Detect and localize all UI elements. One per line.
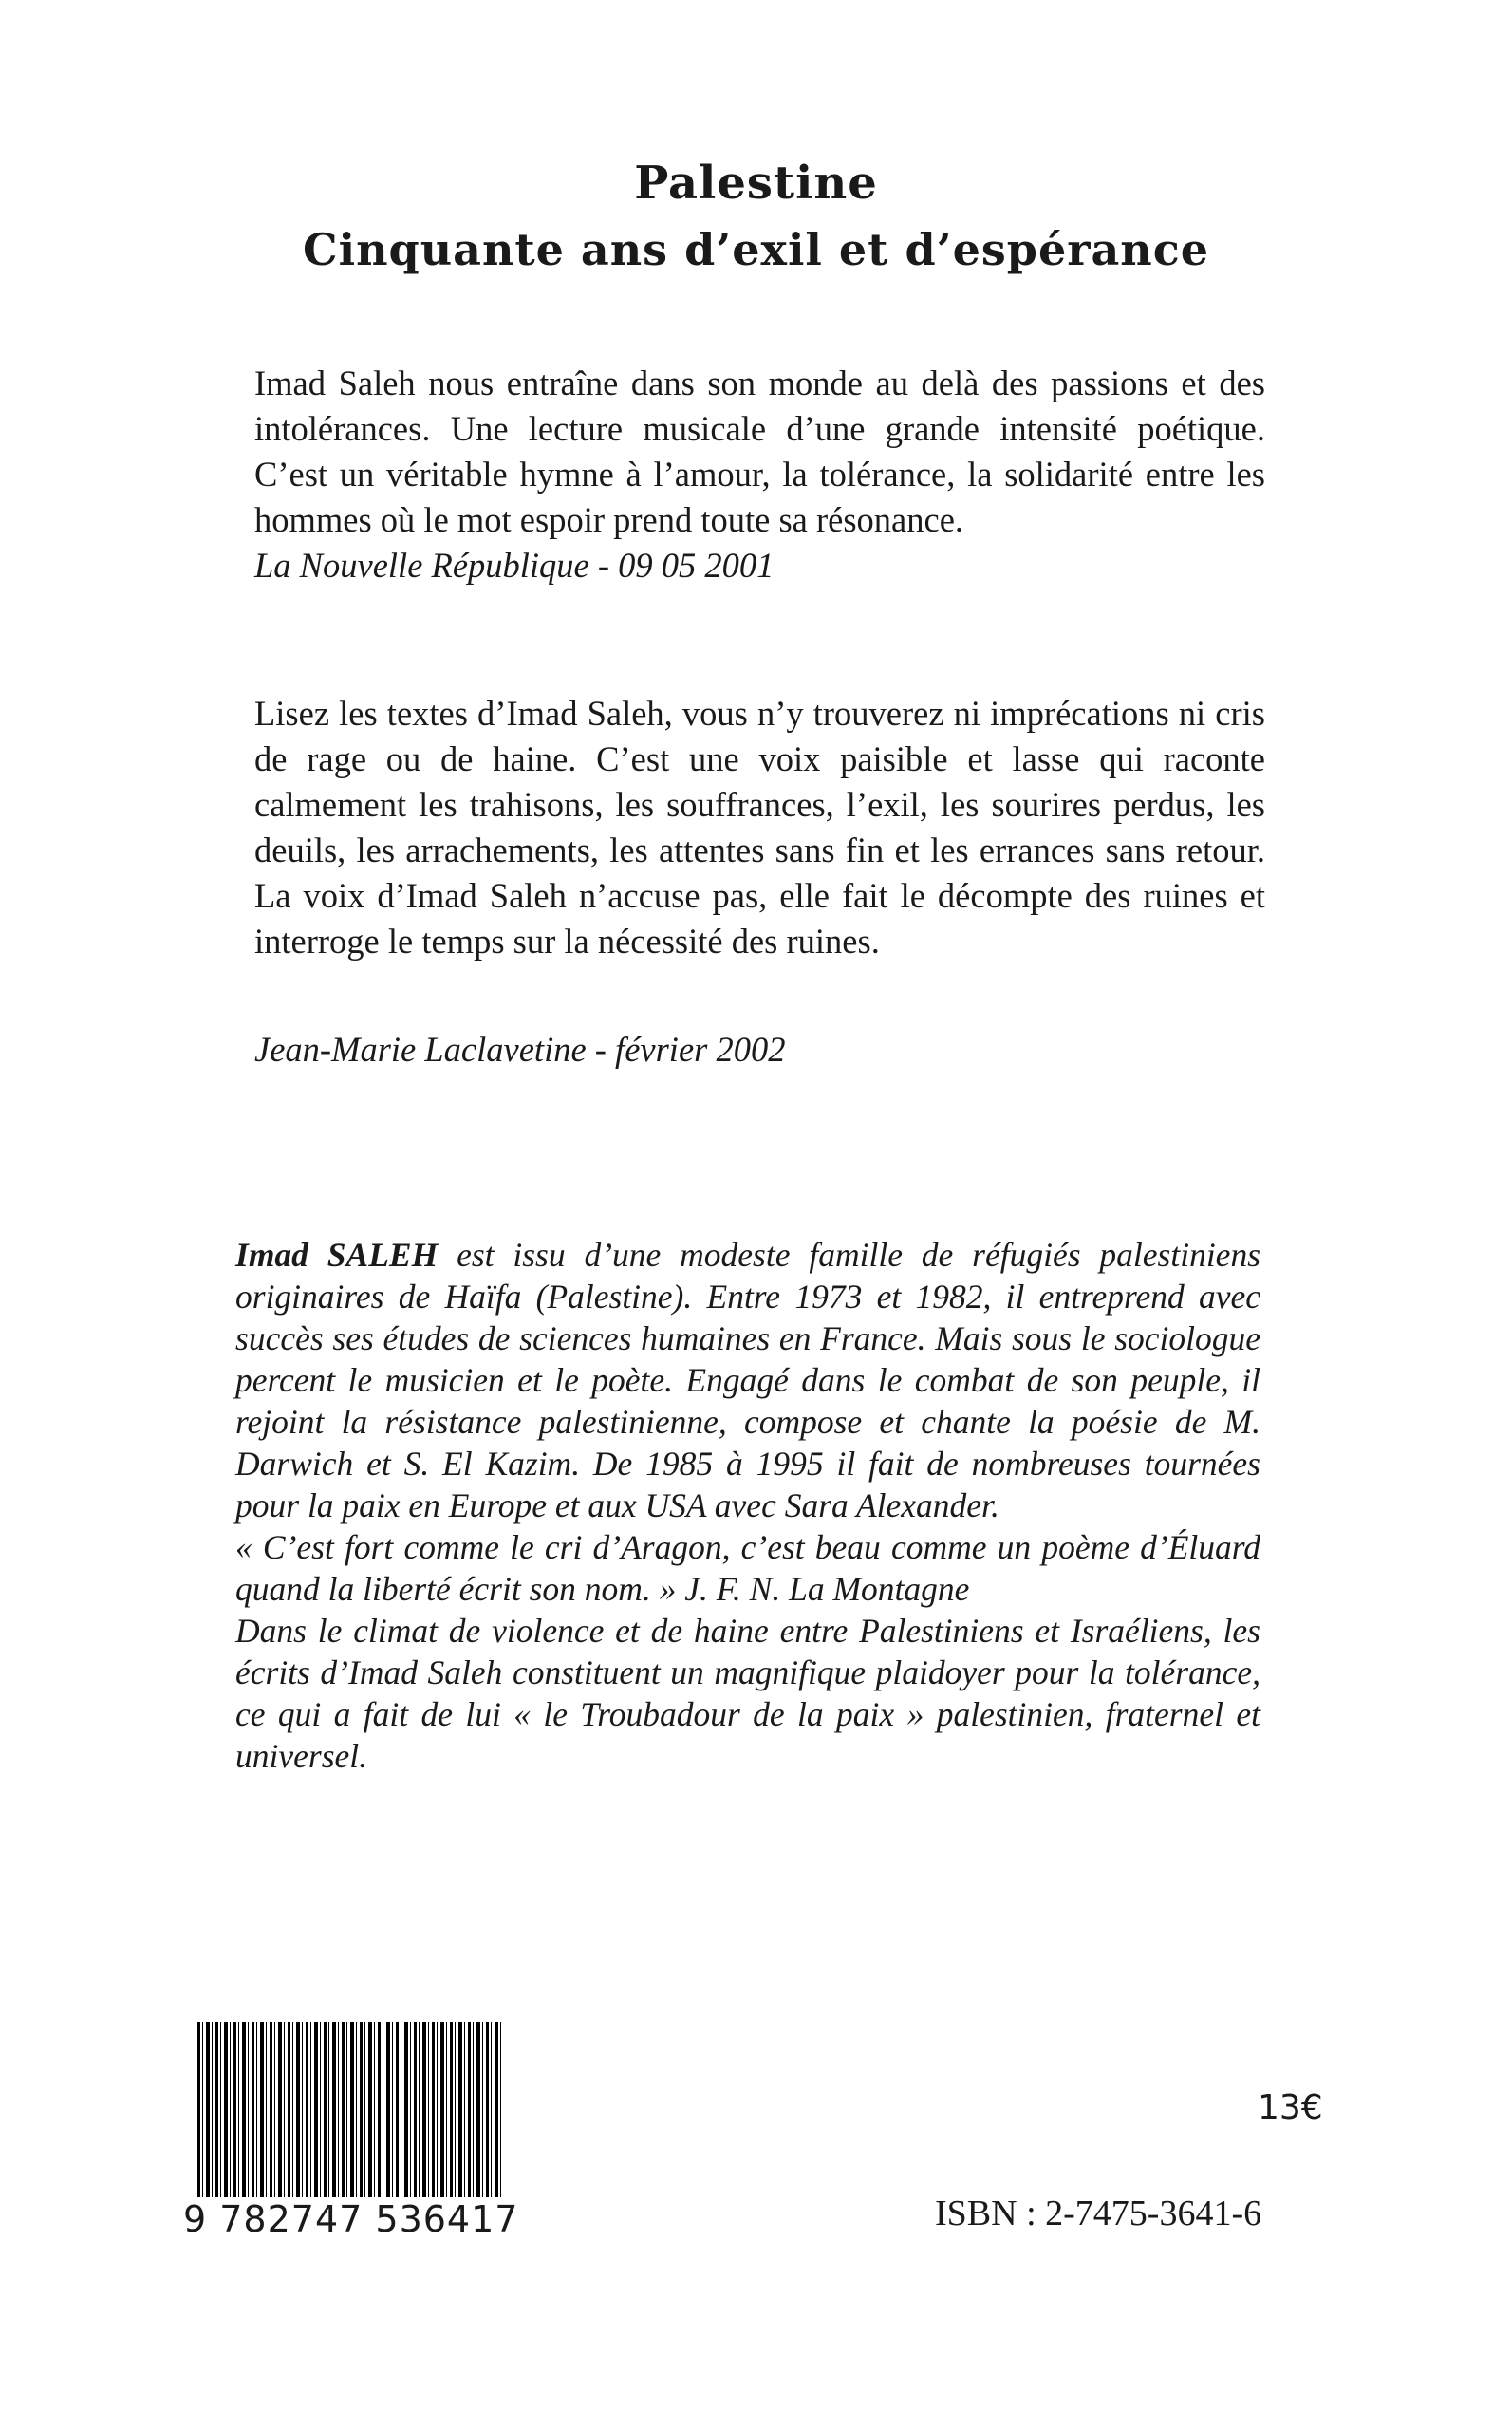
review-2 <box>254 691 1265 964</box>
isbn-label: ISBN : 2-7475-3641-6 <box>935 2194 1262 2233</box>
author-bio <box>235 1234 1260 1777</box>
barcode-bars <box>197 2022 503 2197</box>
review-1-source: La Nouvelle République - 09 05 2001 <box>254 546 775 585</box>
title-line-2: Cinquante ans d’exil et d’espérance <box>303 224 1209 275</box>
review-1-text: Imad Saleh nous entraîne dans son monde au delà des passions et des intolérances. Une lecture musicale d’une grande intensité poétique. C’est un véritable hymne à l’amour, la tolérance, la solidarité entre les hommes où le mot espoir prend toute sa résonance. <box>254 364 1265 539</box>
bio-closing: Dans le climat de violence et de haine entre Palestiniens et Israéliens, les écrits d’Imad Saleh constituent un magnifique plaidoyer pour la tolérance, ce qui a fait de lui « le Troubadour de la paix » palestinien, fraternel et universel. <box>235 1612 1260 1775</box>
book-title <box>0 150 1512 283</box>
bio-intro <box>235 1234 1260 1526</box>
author-name: Imad SALEH <box>235 1236 439 1274</box>
title-line-1: Palestine <box>634 157 878 210</box>
barcode-digits: 9 782747 536417 <box>183 2198 519 2240</box>
bio-text: est issu d’une modeste famille de réfugiés palestiniens originaires de Haïfa (Palestine). Entre 1973 et 1982, il entreprend avec succès ses études de sciences humaines en France. Mais sous le sociologue percent le musicien et le poète. Engagé dans le combat de son peuple, il rejoint la résistance palestinienne, compose et chante la poésie de M. Darwich et S. El Kazim. De 1985 à 1995 il fait de nombreuses tournées pour la paix en Europe et aux USA avec Sara Alexander. <box>235 1236 1261 1524</box>
barcode <box>183 2022 519 2250</box>
price-label: 13€ <box>1258 2088 1323 2127</box>
bio-quote: « C’est fort comme le cri d’Aragon, c’est beau comme un poème d’Éluard quand la liberté écrit son nom. » J. F. N. La Montagne <box>235 1528 1260 1608</box>
review-2-signature: Jean-Marie Laclavetine - février 2002 <box>254 1030 786 1069</box>
review-2-text: Lisez les textes d’Imad Saleh, vous n’y trouverez ni imprécations ni cris de rage ou de haine. C’est une voix paisible et lasse qui raconte calmement les trahisons, les souffrances, l’exil, les sourires perdus, les deuils, les arrachements, les attentes sans fin et les errances sans retour. La voix d’Imad Saleh n’accuse pas, elle fait le décompte des ruines et interroge le temps sur la nécessité des ruines. <box>254 694 1265 961</box>
review-1 <box>254 361 1265 588</box>
